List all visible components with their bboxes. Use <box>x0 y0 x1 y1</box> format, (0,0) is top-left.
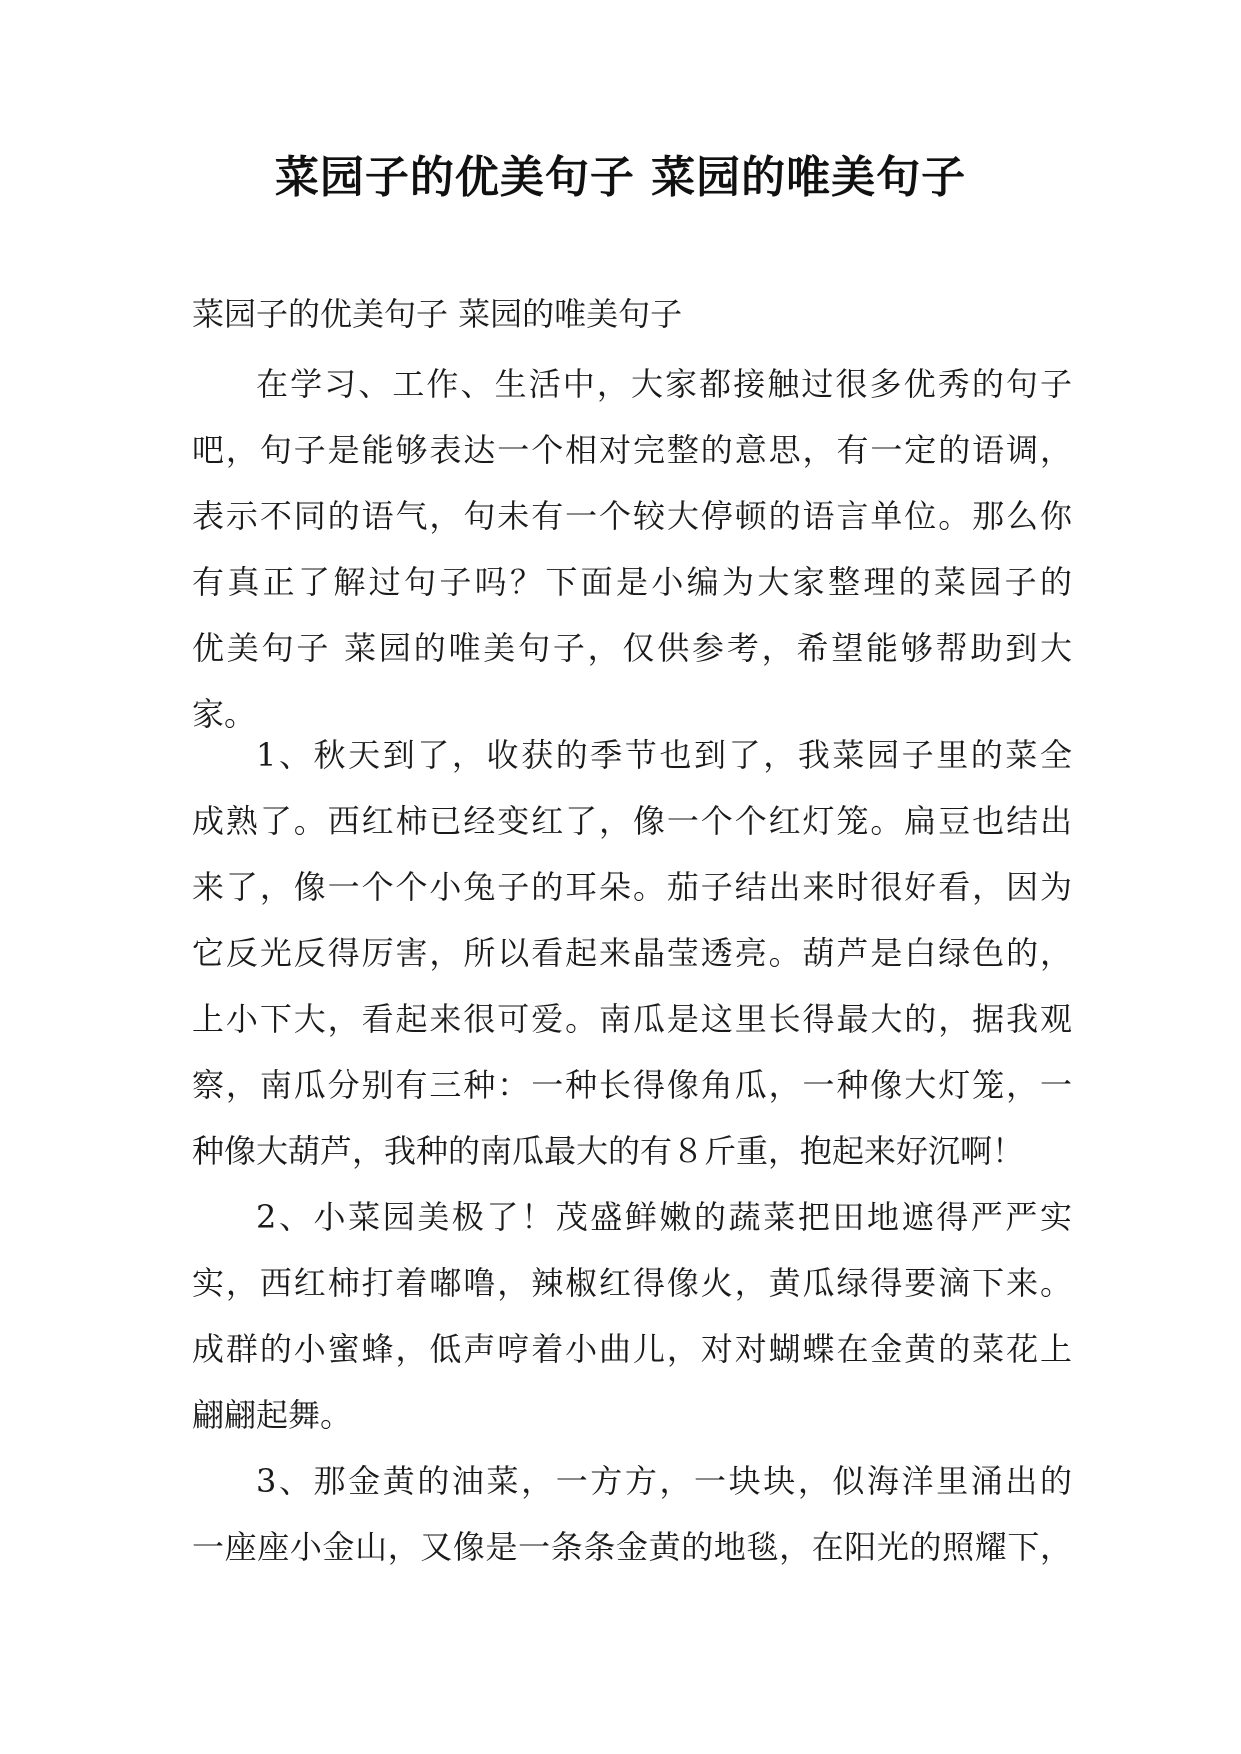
paragraph-line: 来了，像一个个小兔子的耳朵。茄子结出来时很好看，因为 <box>192 868 1072 906</box>
paragraph-line: 1、秋天到了，收获的季节也到了，我菜园子里的菜全 <box>256 736 1072 774</box>
paragraph-line: 成熟了。西红柿已经变红了，像一个个红灯笼。扁豆也结出 <box>192 802 1072 840</box>
paragraph-line: 实，西红柿打着嘟噜，辣椒红得像火，黄瓜绿得要滴下来。 <box>192 1264 1072 1302</box>
item-2-paragraph <box>192 1184 1072 1448</box>
paragraph-line: 3、那金黄的油菜，一方方，一块块，似海洋里涌出的 <box>256 1462 1072 1500</box>
paragraph-line: 优美句子 菜园的唯美句子，仅供参考，希望能够帮助到大 <box>192 629 1072 667</box>
paragraph-line: 上小下大，看起来很可爱。南瓜是这里长得最大的，据我观 <box>192 1000 1072 1038</box>
paragraph-line: 表示不同的语气，句未有一个较大停顿的语言单位。那么你 <box>192 497 1072 535</box>
paragraph-line: 2、小菜园美极了！茂盛鲜嫩的蔬菜把田地遮得严严实 <box>256 1198 1072 1236</box>
item-1-paragraph <box>192 722 1072 1184</box>
paragraph-line: 察，南瓜分别有三种：一种长得像角瓜，一种像大灯笼，一 <box>192 1066 1072 1104</box>
paragraph-line: 在学习、工作、生活中，大家都接触过很多优秀的句子 <box>256 365 1072 403</box>
intro-paragraph <box>192 351 1072 747</box>
paragraph-line: 有真正了解过句子吗？下面是小编为大家整理的菜园子的 <box>192 563 1072 601</box>
paragraph-line: 种像大葫芦，我种的南瓜最大的有８斤重，抱起来好沉啊！ <box>192 1132 1025 1170</box>
paragraph-line: 翩翩起舞。 <box>192 1396 353 1434</box>
paragraph-line: 一座座小金山，又像是一条条金黄的地毯，在阳光的照耀下， <box>192 1528 1072 1566</box>
paragraph-line: 吧，句子是能够表达一个相对完整的意思，有一定的语调， <box>192 431 1072 469</box>
paragraph-line: 成群的小蜜蜂，低声哼着小曲儿，对对蝴蝶在金黄的菜花上 <box>192 1330 1072 1368</box>
item-3-paragraph <box>192 1448 1072 1580</box>
page-title: 菜园子的优美句子 菜园的唯美句子 <box>274 152 967 203</box>
paragraph-line: 家。 <box>192 695 257 733</box>
page-subtitle: 菜园子的优美句子 菜园的唯美句子 <box>192 295 683 333</box>
paragraph-line: 它反光反得厉害，所以看起来晶莹透亮。葫芦是白绿色的， <box>192 934 1072 972</box>
